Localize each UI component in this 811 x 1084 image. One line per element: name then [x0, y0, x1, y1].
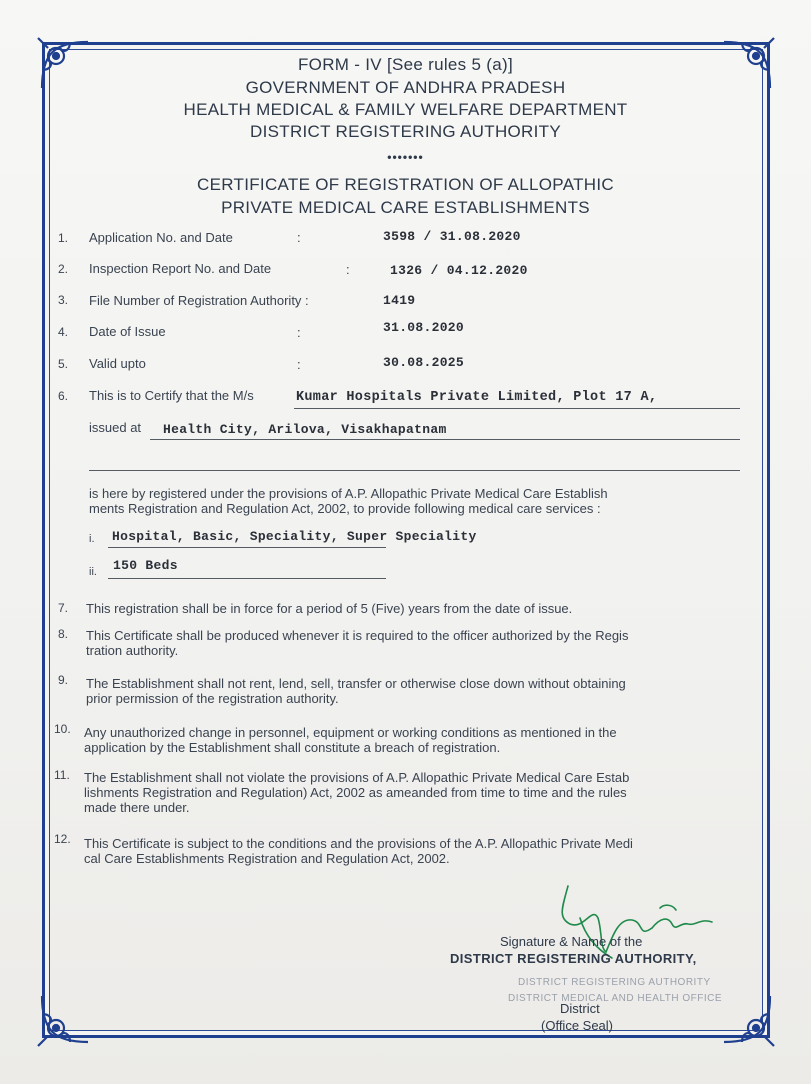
- underline: [294, 408, 740, 409]
- field-number: 2.: [58, 262, 69, 276]
- field-colon: :: [297, 357, 301, 372]
- statement-line: is here by registered under the provisions of A.P. Allopathic Private Medical Care Establish: [89, 486, 608, 501]
- corner-ornament-icon: [34, 988, 96, 1050]
- field-label: Inspection Report No. and Date: [89, 261, 272, 276]
- clause-12: [84, 836, 764, 866]
- clause-number: 12.: [54, 832, 71, 846]
- issued-at-value: Health City, Arilova, Visakhapatnam: [163, 422, 447, 437]
- service-ii-value: 150 Beds: [113, 558, 178, 573]
- file-number-value: 1419: [383, 293, 416, 308]
- field-label: Application No. and Date: [89, 230, 233, 245]
- clause-10: [84, 725, 764, 755]
- field-label: Date of Issue: [89, 324, 166, 339]
- underline: [89, 470, 740, 471]
- field-colon: :: [346, 262, 350, 277]
- service-i-value: Hospital, Basic, Speciality, Super Speciality: [112, 529, 477, 544]
- statement-line: ments Registration and Regulation Act, 2002, to provide following medical care services :: [89, 501, 601, 516]
- establishment-name: Kumar Hospitals Private Limited, Plot 17 A,: [296, 390, 658, 405]
- separator-dots: •••••••: [387, 150, 424, 164]
- seal-stamp-line: DISTRICT REGISTERING AUTHORITY: [518, 977, 711, 988]
- clause-8: [86, 628, 766, 658]
- clause-number: 9.: [58, 673, 69, 687]
- field-colon: :: [297, 230, 301, 245]
- clause-number: 10.: [54, 722, 71, 736]
- field-number: 4.: [58, 325, 69, 339]
- application-no-value: 3598 / 31.08.2020: [383, 229, 521, 244]
- form-reference: FORM - IV [See rules 5 (a)]: [298, 55, 513, 74]
- certificate-title-line1: CERTIFICATE OF REGISTRATION OF ALLOPATHIC: [197, 175, 614, 194]
- office-seal-label: (Office Seal): [541, 1018, 614, 1033]
- date-of-issue-value: 31.08.2020: [383, 320, 465, 335]
- clause-9: [86, 676, 766, 706]
- clause-7: [86, 601, 756, 616]
- field-number: 1.: [58, 231, 69, 245]
- clause-line: made there under.: [84, 800, 190, 815]
- clause-line: Any unauthorized change in personnel, equipment or working conditions as mentioned in the: [84, 725, 617, 740]
- field-number: 3.: [58, 293, 69, 307]
- clause-line: cal Care Establishments Registration and Regulation Act, 2002.: [84, 851, 450, 866]
- government-name: GOVERNMENT OF ANDHRA PRADESH: [245, 78, 566, 97]
- clause-line: The Establishment shall not rent, lend, sell, transfer or otherwise close down without obtaining: [86, 676, 626, 691]
- registration-statement: [89, 486, 749, 516]
- service-i-label: i.: [89, 533, 95, 545]
- department-name: HEALTH MEDICAL & FAMILY WELFARE DEPARTMENT: [183, 100, 628, 119]
- corner-ornament-icon: [716, 988, 778, 1050]
- underline: [108, 547, 386, 548]
- clause-number: 8.: [58, 627, 69, 641]
- clause-line: tration authority.: [86, 643, 179, 658]
- seal-stamp-line: DISTRICT MEDICAL AND HEALTH OFFICE: [508, 993, 723, 1004]
- clause-11: [84, 770, 764, 815]
- clause-line: This Certificate is subject to the conditions and the provisions of the A.P. Allopathic Private Medi: [84, 836, 633, 851]
- field-colon: :: [297, 325, 301, 340]
- clause-number: 7.: [58, 601, 69, 615]
- certificate-title-line2: PRIVATE MEDICAL CARE ESTABLISHMENTS: [221, 198, 590, 217]
- clause-line: lishments Registration and Regulation) Act, 2002 as ameanded from time to time and the rules: [84, 785, 627, 800]
- issued-at-label: issued at: [89, 420, 142, 435]
- clause-number: 11.: [54, 768, 70, 782]
- field-label: File Number of Registration Authority :: [89, 293, 309, 308]
- clause-line: The Establishment shall not violate the provisions of A.P. Allopathic Private Medical Care Estab: [84, 770, 630, 785]
- authority-label: DISTRICT REGISTERING AUTHORITY,: [450, 951, 697, 966]
- underline: [108, 578, 386, 579]
- inspection-report-value: 1326 / 04.12.2020: [390, 263, 528, 278]
- signature-label: Signature & Name of the: [500, 934, 643, 949]
- clause-line: This Certificate shall be produced whenever it is required to the officer authorized by the Regis: [86, 628, 629, 643]
- certify-text: This is to Certify that the M/s: [89, 388, 254, 403]
- underline: [150, 439, 740, 440]
- item-number: 6.: [58, 389, 69, 403]
- field-label: Valid upto: [89, 356, 146, 371]
- valid-upto-value: 30.08.2025: [383, 355, 465, 370]
- clause-line: prior permission of the registration authority.: [86, 691, 339, 706]
- clause-line: application by the Establishment shall constitute a breach of registration.: [84, 740, 501, 755]
- district-label: District: [560, 1001, 600, 1016]
- clause-line: This registration shall be in force for a period of 5 (Five) years from the date of issue.: [86, 601, 573, 616]
- authority-name: DISTRICT REGISTERING AUTHORITY: [250, 122, 561, 141]
- service-ii-label: ii.: [89, 566, 97, 578]
- field-number: 5.: [58, 357, 69, 371]
